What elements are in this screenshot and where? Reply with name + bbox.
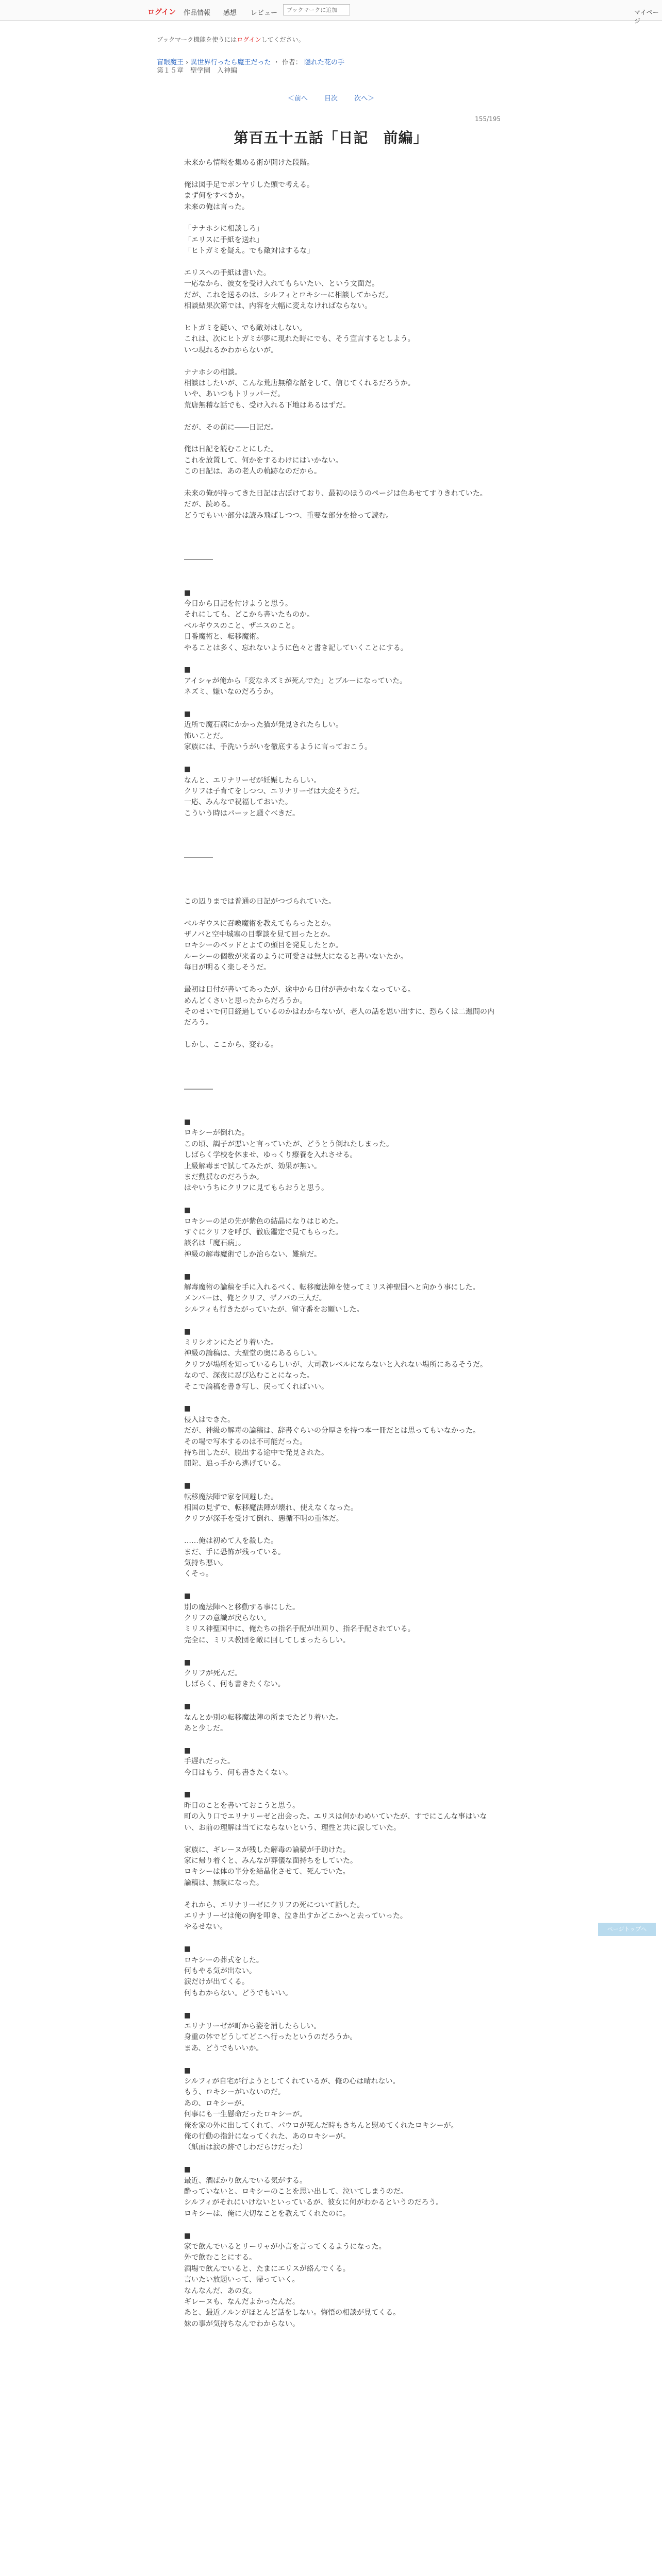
body-line <box>184 1194 500 1205</box>
body-line: そのせいで何日経過しているのかはわからないが、老人の話を思い出すに、恐らくは二週間の内だろう。 <box>184 1007 494 1027</box>
body-line: 神級の解毒魔術でしか治らない、難病だ。 <box>184 1250 321 1259</box>
body-line: ―――― <box>184 853 213 862</box>
body-line: ■ <box>184 1702 191 1711</box>
body-line: この辺りまでは普通の日記がつづられていた。 <box>184 897 336 906</box>
body-line: 「エリスに手紙を送れ」 <box>184 235 263 244</box>
body-line <box>184 1073 500 1083</box>
body-line <box>184 213 500 224</box>
mypage-link[interactable]: マイページ <box>634 9 659 25</box>
body-line: 最近、酒ばかり飲んでいる気がする。 <box>184 2176 307 2185</box>
page-title: 第百五十五話「日記 前編」 <box>234 129 428 146</box>
body-line <box>184 433 500 444</box>
body-line: もう、ロキシーがいないのだ。 <box>184 2088 285 2097</box>
body-line <box>184 1106 500 1116</box>
body-line: 未来から情報を集める術が開けた段階。 <box>184 159 314 167</box>
bookmark-input[interactable] <box>283 4 350 15</box>
body-line: 最初は日付が書いてあったが、途中から日付が書かれなくなっている。 <box>184 986 415 994</box>
body-line: 解毒魔術の論稿を手に入れるべく、転移魔法陣を使ってミリス神聖国へと向かう事にした。 <box>184 1283 480 1292</box>
body-line: 怖いことだ。 <box>184 732 227 740</box>
body-line: まあ、どうでもいいか。 <box>184 2044 263 2053</box>
body-line <box>184 1690 500 1701</box>
body-line: 一応、みんなで祝福しておいた。 <box>184 798 292 807</box>
body-line: なので、深夜に忍び込むことになった。 <box>184 1371 314 1380</box>
body-line: 別の魔法陣へと移動する事にした。 <box>184 1603 300 1612</box>
body-line: まず何をすべきか。 <box>184 192 249 200</box>
body-line: 家に帰り着くと、みんなが葬儀な面持ちをしていた。 <box>184 1856 357 1865</box>
body-line: ミリシオンにたどり着いた。 <box>184 1338 278 1347</box>
body-line: シルフィも行きたがっていたが、留守番をお願いした。 <box>184 1305 364 1314</box>
body-line: ■ <box>184 588 191 597</box>
body-line: ギレーヌも、なんだよかったんだ。 <box>184 2298 300 2307</box>
body-line: 町の入り口でエリナリーゼと出会った。エリスは何かわめいていたが、すでにこんな事はいない、お前の理解は当てにならないという、理性と共に涙していた。 <box>184 1812 487 1832</box>
body-line <box>184 312 500 323</box>
body-line: ■ <box>184 710 191 719</box>
body-line <box>184 2154 500 2164</box>
body-line <box>184 1095 500 1106</box>
body-line: ■ <box>184 1327 191 1336</box>
body-line: だが、神級の解毒の論稿は、辞書ぐらいの分厚さを持つ本一冊だとは思ってもいなかった。 <box>184 1427 480 1435</box>
body-line: 妹の事が気持ちなんでわからない。 <box>184 2319 300 2328</box>
body-line: 神級の論稿は、大聖堂の奥にあるらしい。 <box>184 1349 321 1358</box>
body-line: 外で飲むことにする。 <box>184 2253 256 2262</box>
body-line <box>184 885 500 896</box>
body-line <box>184 1470 500 1481</box>
index-link[interactable]: 目次 <box>324 95 338 103</box>
body-line: 家族には、手洗いうがいを徹底するように言っておこう。 <box>184 743 372 752</box>
body-line: それにしても、どこから書いたものか。 <box>184 611 314 619</box>
body-line <box>184 1889 500 1900</box>
body-line: ルーシーの個数が来者のように可愛さは無大になると書いないたか。 <box>184 952 408 961</box>
body-line <box>184 841 500 852</box>
body-line: （紙面は涙の跡でしわだらけだった） <box>184 2143 307 2152</box>
body-line <box>184 1580 500 1591</box>
body-line <box>184 1646 500 1657</box>
body-line: 家族に、ギレーヌが残した解毒の論稿が手助けた。 <box>184 1845 350 1854</box>
breadcrumb-item-series[interactable]: 盲眼魔王 <box>157 59 184 66</box>
body-line: 転移魔法陣で家を回避した。 <box>184 1493 278 1501</box>
body-line: 何もやる気が出ない。 <box>184 1967 256 1975</box>
body-line <box>184 1999 500 2010</box>
body-line <box>184 698 500 709</box>
body-line <box>184 1062 500 1073</box>
body-line: そこで論稿を書き写し、戻ってくればいい。 <box>184 1382 328 1391</box>
body-line: 今日から日記を付けようと思う。 <box>184 600 292 608</box>
body-line: エリスへの手紙は書いた。 <box>184 269 271 278</box>
body-line <box>184 356 500 367</box>
body-line: 酒場で飲んでいると、たまにエリスが絡んでくる。 <box>184 2264 350 2273</box>
body-line: ……俺は初めて人を殺した。 <box>184 1537 278 1546</box>
body-line: この日記は、あの老人の軌跡なのだから。 <box>184 467 321 476</box>
body-line <box>184 2219 500 2230</box>
body-line: 昨日のことを書いておこうと思う。 <box>184 1801 300 1810</box>
body-line <box>184 1734 500 1745</box>
body-line: 俺を家の外に出してくれて、パウロが死んだ時もきちんと慰めてくれたロキシーが。 <box>184 2121 458 2130</box>
body-line: 何事にも一生懸命だったロキシーが。 <box>184 2110 307 2119</box>
body-line: 相談はしたいが、こんな荒唐無稽な話をして、信じてくれるだろうか。 <box>184 379 415 388</box>
body-line: 近所で魔石病にかかった猫が発見されたらしい。 <box>184 721 343 730</box>
body-line: 酔っていないと、ロキシーのことを思い出して、泣いてしまうのだ。 <box>184 2188 408 2196</box>
body-line: ■ <box>184 2066 191 2075</box>
body-line: 完全に、ミリス教団を敵に回してしまったらしい。 <box>184 1636 350 1645</box>
body-line: だが、その前に――日記だ。 <box>184 423 278 432</box>
body-line: 未来の俺が持ってきた日記は古ぼけており、最初のほうのページは色あせてすりきれていた。 <box>184 489 487 498</box>
body-line <box>184 1051 500 1062</box>
body-line <box>184 1834 500 1844</box>
body-line: 侵入はできた。 <box>184 1415 235 1424</box>
body-line <box>184 819 500 830</box>
body-line <box>184 1029 500 1040</box>
body-line: ■ <box>184 2165 191 2174</box>
body-line: それから、エリナリーゼにクリフの死について話した。 <box>184 1901 365 1909</box>
breadcrumb-item-work[interactable]: 異世界行ったら魔王だった <box>190 59 271 66</box>
body-line <box>184 257 500 268</box>
body-line: 何もわからない。どうでもいい。 <box>184 1989 292 1997</box>
body-line: クリフの意識が戻らない。 <box>184 1614 271 1623</box>
body-line: クリフが深手を受けて倒れ、悪循不明の重体だ。 <box>184 1515 343 1523</box>
body-line: いや、あいつもトリッパーだ。 <box>184 390 285 399</box>
body-line <box>184 874 500 885</box>
body-line: はやいうちにクリフに見てもらおうと思う。 <box>184 1184 328 1193</box>
body-line <box>184 831 500 841</box>
body-line: ロキシーは体の半分を結晶化させて、死んでいた。 <box>184 1868 350 1876</box>
body-line: ロキシーの足の先が紫色の結晶になりはじめた。 <box>184 1217 343 1226</box>
body-line: なんとか別の転移魔法陣の所までたどり着いた。 <box>184 1713 343 1722</box>
body-line <box>184 521 500 532</box>
nav-link-impressions[interactable]: 感想 <box>223 9 237 17</box>
body-line: 気持ち悪い。 <box>184 1559 227 1568</box>
next-link[interactable]: 次へ＞ <box>354 95 375 103</box>
body-line: 言いたい放題いって、帰っていく。 <box>184 2276 300 2284</box>
body-line: 該名は「魔石病」。 <box>184 1239 245 1248</box>
body-line: あの、ロキシーが。 <box>184 2099 249 2108</box>
body-line: ■ <box>184 1117 191 1126</box>
body-line: 涙だけが出てくる。 <box>184 1978 249 1987</box>
body-line: エリナリーゼが町から姿を消したらしい。 <box>184 2022 321 2030</box>
body-line: ロキシーの葬式をした。 <box>184 1956 263 1964</box>
body-line: 俺は日記を読むことにした。 <box>184 445 278 454</box>
body-line: ■ <box>184 1746 191 1755</box>
body-line: クリフが場所を知っているらしいが、大司教レベルにならないと入れない場所にあるそうだ。 <box>184 1360 487 1369</box>
body-line: ■ <box>184 1404 191 1413</box>
body-line: 俺は図手足でボンヤリした頭で考える。 <box>184 180 314 189</box>
body-line <box>184 2054 500 2065</box>
body-line: この頃、調子が悪いと言っていたが、どうとう倒れたしまった。 <box>184 1140 393 1148</box>
body-line: 手遅れだった。 <box>184 1757 235 1766</box>
notice-suffix: してください。 <box>261 36 305 43</box>
body-line: ■ <box>184 765 191 774</box>
body-line: これは、次にヒトガミが夢に現れた時にでも、そう宣言するとしよう。 <box>184 335 415 344</box>
body-line: ナナホシの相談。 <box>184 368 242 377</box>
body-line: 開陀、追っ手から逃げている。 <box>184 1460 285 1468</box>
body-line: ■ <box>184 666 191 674</box>
body-line: しばらく学校を休ませ、ゆっくり療養を入れさせる。 <box>184 1151 357 1160</box>
body-line <box>184 753 500 764</box>
body-line: だが、読める。 <box>184 500 235 509</box>
body-line: 一応なから、彼女を受け入れてもらいたい、という文面だ。 <box>184 280 379 289</box>
breadcrumb-author-label: 作者： <box>282 59 302 66</box>
login-link[interactable]: ログイン <box>147 8 176 16</box>
body-line: あと少しだ。 <box>184 1724 227 1733</box>
body-line <box>184 1260 500 1271</box>
body-line: 持ち出したが、脱出する途中で発見された。 <box>184 1449 328 1457</box>
body-line: ■ <box>184 1206 191 1215</box>
body-line: まだ、手に恐怖が残っている。 <box>184 1548 285 1556</box>
body-line: ■ <box>184 1945 191 1954</box>
body-line: シルフィがそれにいけないといっているが、彼女に何がわかるというのだろう。 <box>184 2198 443 2207</box>
body-line <box>184 1778 500 1789</box>
body-line <box>184 654 500 665</box>
notice-prefix: ブックマーク機能を使うには <box>157 36 237 43</box>
body-line <box>184 478 500 488</box>
body-line: やることは多く、忘れないように色々と書き記していくことにする。 <box>184 643 408 652</box>
body-line: ■ <box>184 1790 191 1799</box>
body-line: 上級解毒まで試してみたが、効果が無い。 <box>184 1162 321 1171</box>
breadcrumb: 盲眼魔王 › 異世界行ったら魔王だった ・ 作者： 隠れた花の手 <box>157 59 344 66</box>
page-number: 155/195 <box>475 115 501 123</box>
body-line: めんどくさいと思ったからだろうか。 <box>184 996 307 1005</box>
body-line: 家で飲んでいるとリーリャが小言を言ってくるようになった。 <box>184 2243 386 2251</box>
body-line <box>184 533 500 544</box>
nav-link-review[interactable]: レビュー <box>251 9 278 17</box>
body-line: アイシャが俺から「変なネズミが死んでた」とブルーになっていた。 <box>184 676 407 685</box>
body-line <box>184 863 500 874</box>
body-line: ■ <box>184 2231 191 2240</box>
body-line: ■ <box>184 1272 191 1281</box>
body-line: いつ現れるかわからないが。 <box>184 346 278 354</box>
body-line <box>184 1315 500 1326</box>
body-line: やるせない。 <box>184 1923 227 1931</box>
bookmark-notice <box>157 35 305 44</box>
body-line: 荒唐無稽な話でも、受け入れる下地はあるはずだ。 <box>184 401 350 410</box>
body-line: ロキシーが倒れた。 <box>184 1129 249 1138</box>
body-line: 俺の行動の指針になってくれた、あのロキシーが。 <box>184 2132 350 2141</box>
notice-login-link[interactable]: ログイン <box>237 36 261 43</box>
body-line: ネズミ、嫌いなのだろうか。 <box>184 688 278 697</box>
page-top-button[interactable]: ページトップへ <box>598 1923 656 1936</box>
body-line: なんなんだ、あの女。 <box>184 2286 256 2295</box>
body-line: くそっ。 <box>184 1570 213 1579</box>
body-line: ベルギウスのこと、ザニスのこと。 <box>184 621 300 630</box>
body-line: なんと、エリナリーゼが妊娠したらしい。 <box>184 776 321 785</box>
body-line: 論稿は、無駄になった。 <box>184 1878 263 1887</box>
body-line: しかし、ここから、変わる。 <box>184 1041 278 1049</box>
body-line: あと、最近ノルンがほとんど話をしない。悔悟の相談が見てくる。 <box>184 2309 401 2317</box>
body-line: ロキシーは、俺に大切なことを教えてくれたのに。 <box>184 2209 350 2218</box>
body-line: ■ <box>184 1658 191 1667</box>
body-line <box>184 577 500 587</box>
body-line: ザノバと空中城塞の目撃談を見て回ったとか。 <box>184 930 335 939</box>
body-line: ■ <box>184 2011 191 2020</box>
body-line: 未来の俺は言った。 <box>184 202 249 211</box>
body-line: どうでもいい部分は読み飛ばしつつ、重要な部分を拾って読む。 <box>184 511 393 520</box>
body-line: ベルギウスに召喚魔術を教えてもらったとか。 <box>184 919 336 928</box>
body-line: ロキシーのベッドとよての頭目を発見したとか。 <box>184 941 343 950</box>
body-line <box>184 1525 500 1536</box>
chapter-subtitle: 第１５章 聖学園 入神編 <box>157 67 238 75</box>
body-line: ■ <box>184 1482 191 1490</box>
body-line: すぐにクリフを呼び、徹底鑑定で見てもらった。 <box>184 1228 343 1236</box>
body-line: エリナリーゼは俺の胸を叩き、泣き出すかどこかへと去っていった。 <box>184 1911 407 1920</box>
body-line <box>184 566 500 577</box>
body-line <box>184 1933 500 1944</box>
body-line: まだ動揺なのだろうか。 <box>184 1173 263 1181</box>
body-line: だが、これを送るのは、シルフィとロキシーに相談してからだ。 <box>184 291 393 299</box>
body-line: ■ <box>184 1592 191 1601</box>
body-line <box>184 974 500 985</box>
body-line: その場で写本するのは不可能だった。 <box>184 1437 307 1446</box>
body-line <box>184 544 500 554</box>
body-line: 「ヒトガミを疑え。でも敵対はするな」 <box>184 247 315 256</box>
body-line: シルフィが自宅が行ようとしてくれているが、俺の心は晴れない。 <box>184 2077 400 2086</box>
nav-link-info[interactable]: 作品情報 <box>184 9 211 17</box>
body-line: ヒトガミを疑い、でも敵対はしない。 <box>184 324 307 333</box>
body-line <box>184 411 500 422</box>
body-line <box>184 168 500 179</box>
body-line: メンバーは、俺とクリフ、ザノバの三人だ。 <box>184 1294 326 1303</box>
body-line: 「ナナホシに相談しろ」 <box>184 225 263 233</box>
body-line: クリフは子育てをしつつ、エリナリーゼは大変そうだ。 <box>184 787 364 795</box>
body-line: これを放置して、何かをするわけにはいかない。 <box>184 456 343 465</box>
body-line <box>184 1393 500 1403</box>
top-bar <box>0 0 662 25</box>
body-line: 毎日が明るく楽しそうだ。 <box>184 963 271 972</box>
body-line: こういう時はパーッと騒ぐべきだ。 <box>184 809 300 818</box>
body-line: 日番魔術と、転移魔術。 <box>184 633 263 641</box>
body-line: 今日はもう、何も書きたくない。 <box>184 1768 292 1777</box>
body-line: 相談結果次第では、内容を大幅に変えなければならない。 <box>184 302 372 311</box>
body-line: ―――― <box>184 1084 213 1093</box>
body-line: 相国の見ずで、転移魔法陣が壊れ、使えなくなった。 <box>184 1504 358 1513</box>
novel-body <box>184 158 500 2330</box>
pager <box>0 93 662 103</box>
breadcrumb-author[interactable]: 隠れた花の手 <box>304 59 344 66</box>
body-line: ―――― <box>184 555 213 564</box>
body-line: ミリス神聖国中に、俺たちの指名手配が出回り、指名手配されている。 <box>184 1625 415 1634</box>
body-line: クリフが死んだ。 <box>184 1669 242 1678</box>
prev-link[interactable]: ＜前へ <box>287 95 308 103</box>
body-line <box>184 907 500 918</box>
body-line: しばらく、何も書きたくない。 <box>184 1680 285 1689</box>
body-line: 身重の体でどうしてどこへ行ったというのだろうか。 <box>184 2033 357 2042</box>
